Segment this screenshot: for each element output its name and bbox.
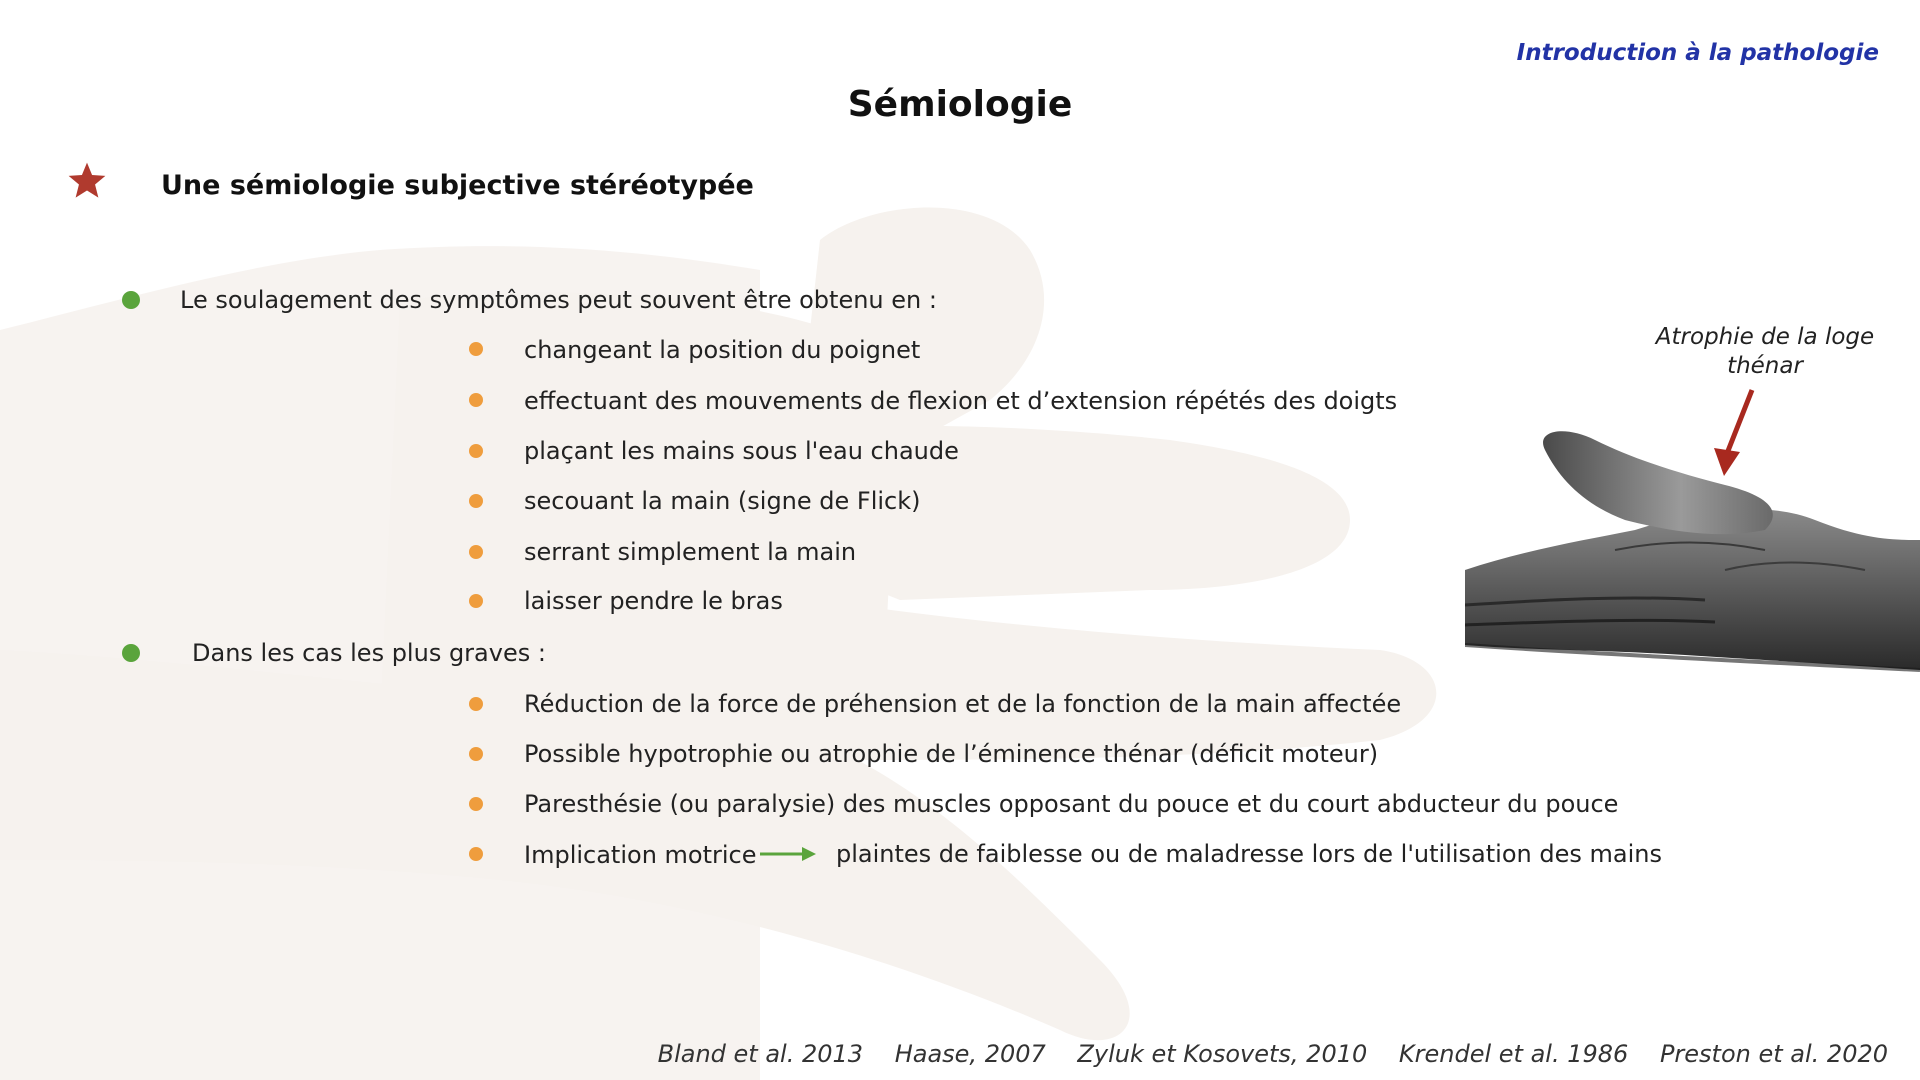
- right-arrow-icon: [758, 845, 818, 863]
- reference: Krendel et al. 1986: [1398, 1040, 1629, 1068]
- list-item: Possible hypotrophie ou atrophie de l’éminence thénar (déficit moteur): [524, 740, 1379, 768]
- hand-photo: [1465, 430, 1920, 680]
- figure-caption: [1610, 323, 1920, 381]
- list-item-consequence: plaintes de faiblesse ou de maladresse lors de l'utilisation des mains: [836, 840, 1662, 868]
- figure-caption-line2: thénar: [1727, 353, 1803, 379]
- reference: Zyluk et Kosovets, 2010: [1077, 1040, 1368, 1068]
- figure-caption-line1: Atrophie de la loge: [1655, 324, 1875, 350]
- list-item: secouant la main (signe de Flick): [524, 487, 921, 515]
- list-item: changeant la position du poignet: [524, 336, 921, 364]
- list-item: serrant simplement la main: [524, 538, 857, 566]
- orange-bullet: [469, 342, 483, 356]
- reference: Bland et al. 2013: [657, 1040, 864, 1068]
- references: [634, 1040, 1888, 1068]
- orange-bullet: [469, 847, 483, 861]
- list-item: effectuant des mouvements de flexion et d’extension répétés des doigts: [524, 387, 1398, 415]
- orange-bullet: [469, 494, 483, 508]
- section-header: Introduction à la pathologie: [1516, 40, 1879, 66]
- group1-lead: Le soulagement des symptômes peut souvent être obtenu en :: [180, 286, 937, 314]
- orange-bullet: [469, 545, 483, 559]
- orange-bullet: [469, 393, 483, 407]
- reference: Preston et al. 2020: [1659, 1040, 1888, 1068]
- orange-bullet: [469, 747, 483, 761]
- list-item-label: Implication motrice: [524, 841, 757, 869]
- list-item: Réduction de la force de préhension et de la fonction de la main affectée: [524, 690, 1402, 718]
- page-title: Sémiologie: [847, 84, 1073, 125]
- list-item: Paresthésie (ou paralysie) des muscles opposant du pouce et du court abducteur du pouce: [524, 790, 1619, 818]
- reference: Haase, 2007: [894, 1040, 1046, 1068]
- list-item: plaçant les mains sous l'eau chaude: [524, 437, 959, 465]
- orange-bullet: [469, 797, 483, 811]
- orange-bullet: [469, 444, 483, 458]
- orange-bullet: [469, 594, 483, 608]
- subtitle: Une sémiologie subjective stéréotypée: [161, 170, 754, 201]
- star-icon: [66, 160, 108, 202]
- orange-bullet: [469, 697, 483, 711]
- list-item: laisser pendre le bras: [524, 587, 783, 615]
- green-bullet: [122, 644, 140, 662]
- green-bullet: [122, 291, 140, 309]
- group2-lead: Dans les cas les plus graves :: [192, 639, 546, 667]
